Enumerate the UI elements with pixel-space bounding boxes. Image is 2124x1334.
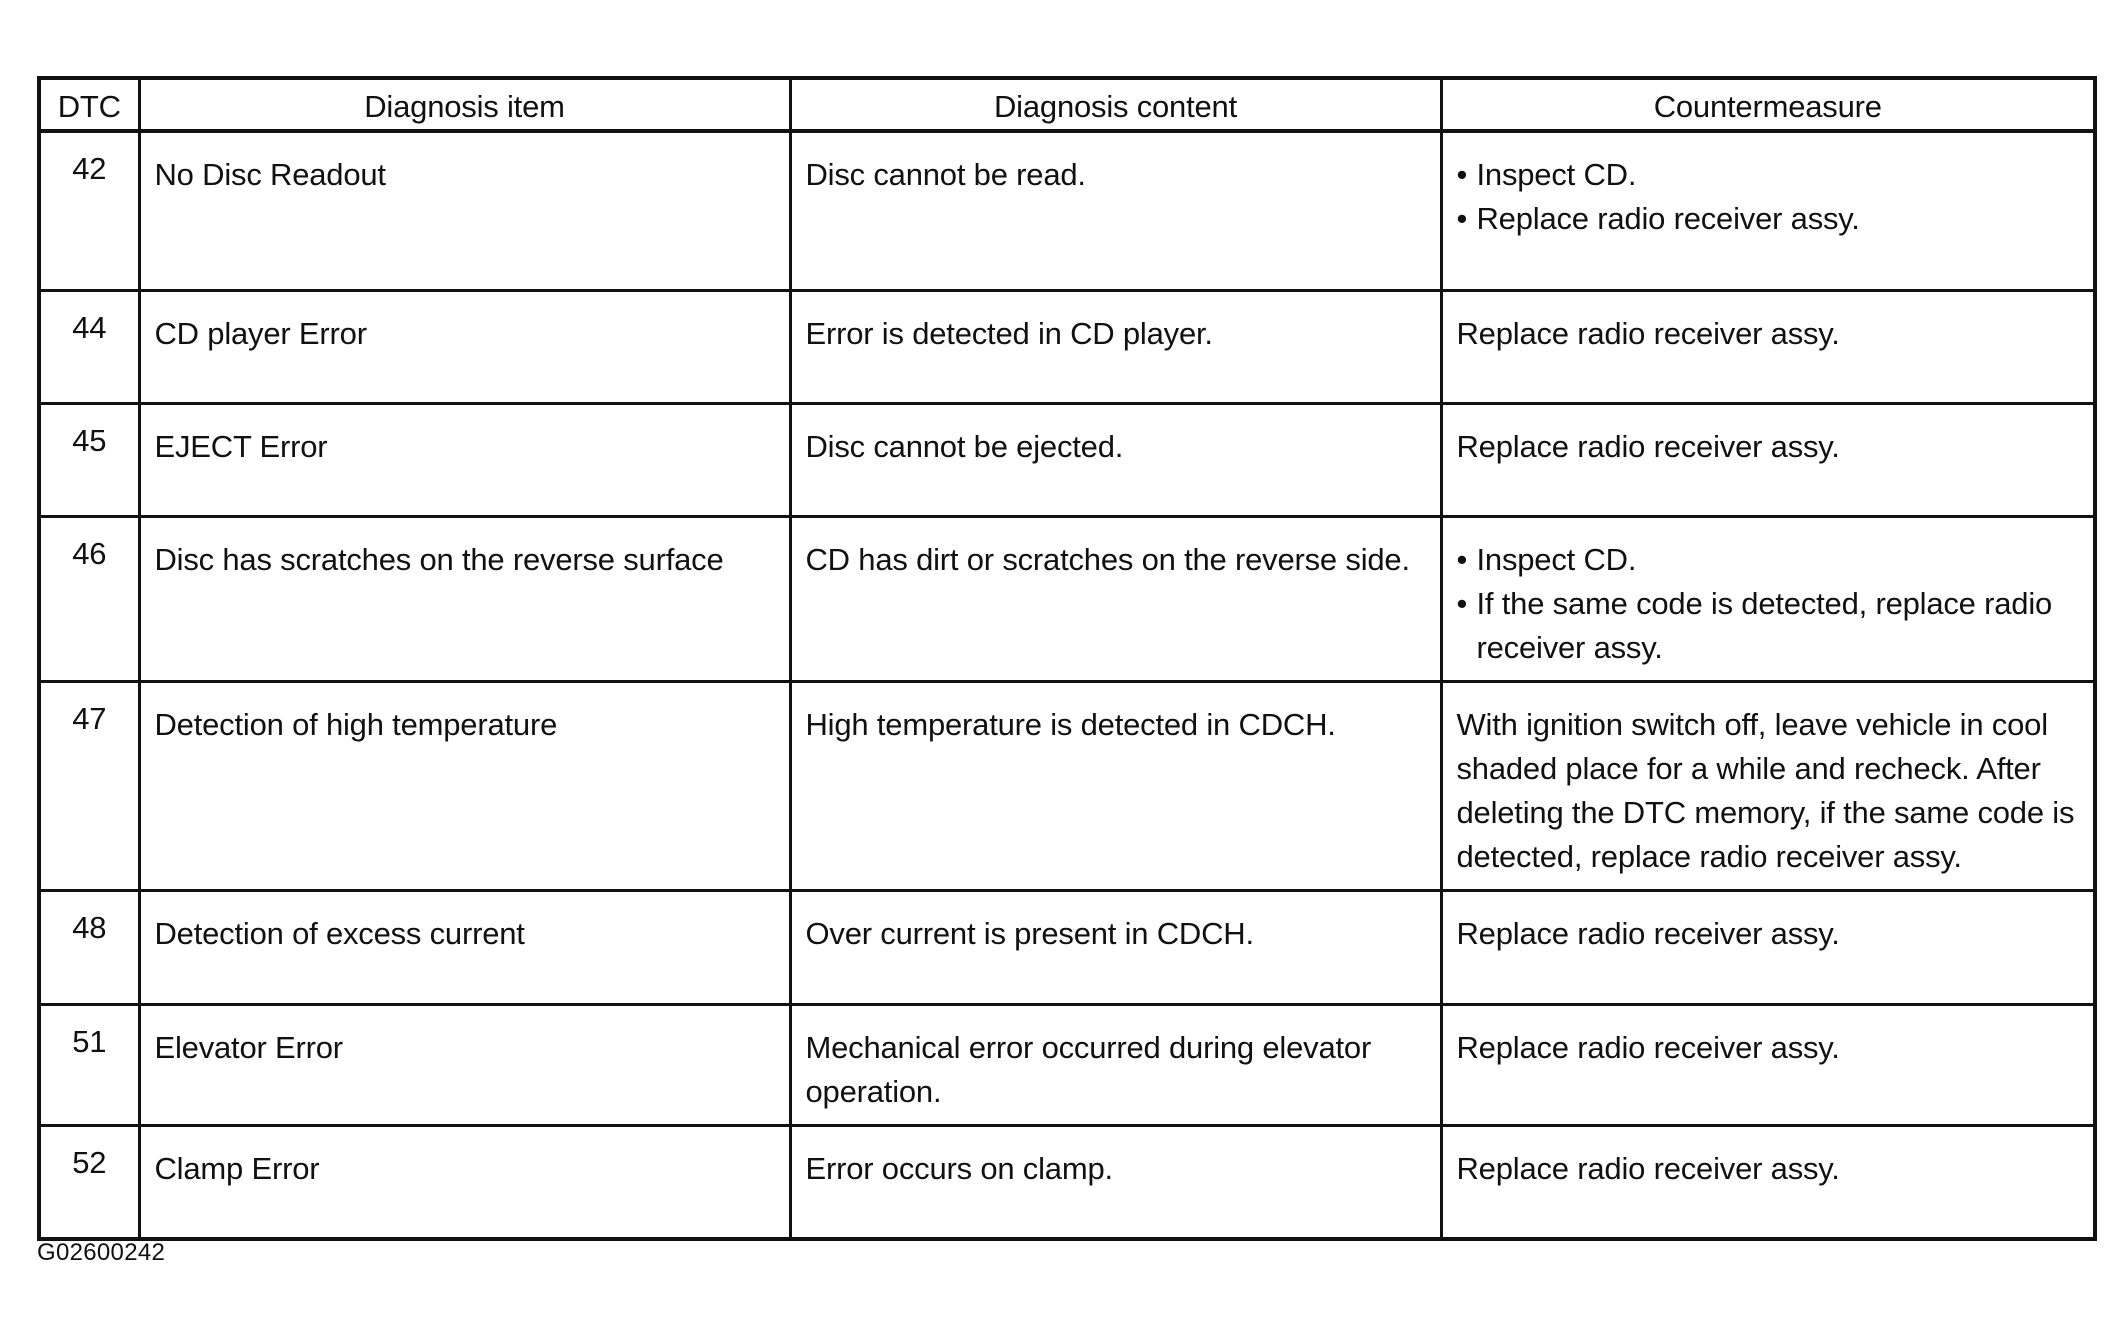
countermeasure: With ignition switch off, leave vehicle in cool shaded place for a while and recheck. After deleting the DTC memory, if the same code is detected, replace radio receiver assy. [1441, 682, 2095, 891]
diagnosis-item: Clamp Error [139, 1126, 790, 1240]
countermeasure-list [1457, 538, 2080, 670]
dtc-table-container [37, 76, 2093, 1241]
dtc-code: 42 [39, 131, 139, 291]
table-row [39, 131, 2095, 291]
diagnosis-content: Disc cannot be ejected. [790, 404, 1441, 517]
table-row [39, 1005, 2095, 1126]
diagnosis-item: No Disc Readout [139, 131, 790, 291]
countermeasure [1441, 131, 2095, 291]
dtc-code: 46 [39, 517, 139, 682]
dtc-code: 45 [39, 404, 139, 517]
diagnosis-content: Mechanical error occurred during elevator operation. [790, 1005, 1441, 1126]
countermeasure: Replace radio receiver assy. [1441, 891, 2095, 1005]
header-diagnosis-item: Diagnosis item [139, 78, 790, 131]
countermeasure-bullet: • Inspect CD. [1457, 538, 2080, 582]
dtc-code: 48 [39, 891, 139, 1005]
diagnosis-item: Elevator Error [139, 1005, 790, 1126]
header-countermeasure: Countermeasure [1441, 78, 2095, 131]
table-row [39, 891, 2095, 1005]
diagnosis-content: CD has dirt or scratches on the reverse side. [790, 517, 1441, 682]
table-row [39, 291, 2095, 404]
countermeasure [1441, 517, 2095, 682]
dtc-code: 44 [39, 291, 139, 404]
figure-id: G02600242 [37, 1239, 166, 1266]
diagnosis-content: Error occurs on clamp. [790, 1126, 1441, 1240]
countermeasure-bullet: • Replace radio receiver assy. [1457, 197, 2080, 241]
table-row [39, 517, 2095, 682]
countermeasure: Replace radio receiver assy. [1441, 404, 2095, 517]
diagnosis-item: Detection of high temperature [139, 682, 790, 891]
diagnosis-item: CD player Error [139, 291, 790, 404]
dtc-code: 47 [39, 682, 139, 891]
dtc-code: 51 [39, 1005, 139, 1126]
diagnosis-content: Disc cannot be read. [790, 131, 1441, 291]
diagnosis-content: High temperature is detected in CDCH. [790, 682, 1441, 891]
table-row [39, 404, 2095, 517]
countermeasure-bullet: • Inspect CD. [1457, 153, 2080, 197]
countermeasure: Replace radio receiver assy. [1441, 1126, 2095, 1240]
diagnosis-item: EJECT Error [139, 404, 790, 517]
diagnosis-content: Over current is present in CDCH. [790, 891, 1441, 1005]
dtc-code: 52 [39, 1126, 139, 1240]
table-row [39, 1126, 2095, 1240]
diagnosis-item: Detection of excess current [139, 891, 790, 1005]
table-row [39, 682, 2095, 891]
table-header-row [39, 78, 2095, 131]
header-diagnosis-content: Diagnosis content [790, 78, 1441, 131]
countermeasure-list [1457, 153, 2080, 241]
diagnosis-content: Error is detected in CD player. [790, 291, 1441, 404]
countermeasure-bullet: • If the same code is detected, replace radio receiver assy. [1457, 582, 2080, 670]
countermeasure: Replace radio receiver assy. [1441, 291, 2095, 404]
diagnosis-item: Disc has scratches on the reverse surface [139, 517, 790, 682]
countermeasure: Replace radio receiver assy. [1441, 1005, 2095, 1126]
header-dtc: DTC [39, 78, 139, 131]
dtc-table [37, 76, 2097, 1241]
